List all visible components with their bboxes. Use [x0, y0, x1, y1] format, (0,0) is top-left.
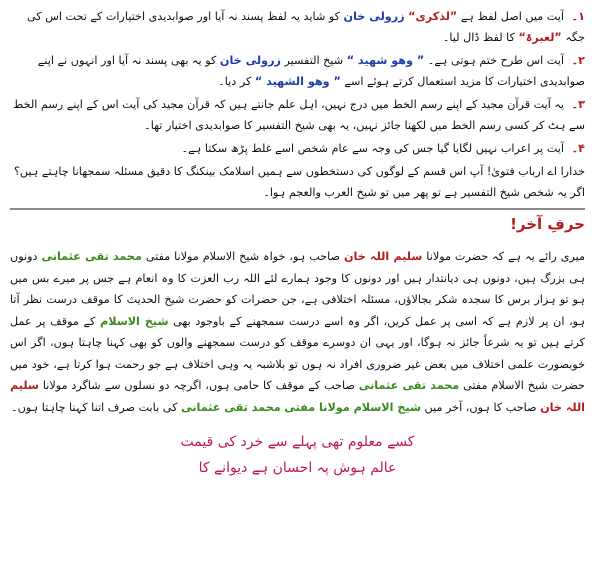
- numbered-points: [10, 6, 585, 159]
- verse-line-2: عالم ہوش پہ احسان ہے دیوانے کا: [198, 460, 397, 477]
- quoted-word: ”لعبرۃ“: [518, 31, 562, 44]
- verse: [10, 429, 585, 481]
- point-number: ۱۔: [571, 10, 585, 23]
- text-run: صاحب کے موقف کا حامی ہوں، اگرچہ دو نسلوں سے شاگرد مولانا: [38, 379, 359, 393]
- point-text: آیت پر اعراب نہیں لگایا گیا جس کی وجہ سے عام شخص اسے غلط پڑھ سکتا ہے۔: [181, 142, 565, 155]
- person-name: سلیم اللہ خان: [10, 379, 585, 414]
- text-run: صاحب کا ہوں، آخر میں: [421, 400, 541, 414]
- point-number: ۳۔: [571, 98, 585, 111]
- point-1: [10, 6, 585, 48]
- person-name: محمد تقی عثمانی: [180, 400, 281, 414]
- person-name: سلیم اللہ خان: [343, 250, 423, 264]
- closing-note: خدارا اے ارباب فتویٰ! آپ اس قسم کے لوگوں کی دستخطوں سے ہمیں اسلامک بینکنگ کا دقیق مسئلہ سمجھانا چاہتے ہیں؟ اگر یہ شخص شیخ التفسیر ہے تو پھر میں تو شیخ العرب والعجم ہوا۔: [13, 165, 585, 199]
- person-name: زرولی خان: [219, 54, 281, 67]
- point-number: ۲۔: [571, 54, 585, 67]
- text-run: آیت اس طرح ختم ہوتی ہے۔: [424, 54, 565, 67]
- text-run: کر دیا۔: [218, 75, 255, 88]
- text-run: صاحب ہو، خواہ شیخ الاسلام مولانا مفتی: [141, 250, 344, 264]
- quoted-phrase: ” وھو شھید “: [346, 54, 425, 67]
- divider: [10, 208, 585, 210]
- title-name: شیخ الاسلام مولانا مفتی: [284, 400, 421, 414]
- point-number: ۴۔: [571, 142, 585, 155]
- text-run: آیت میں اصل لفظ ہے: [457, 10, 565, 23]
- person-name: زرولی خان: [343, 10, 405, 23]
- final-paragraph: [10, 246, 585, 418]
- title-name: شیخ الاسلام: [100, 314, 169, 328]
- text-run: کا لفظ ڈال لیا۔: [442, 31, 519, 44]
- text-run: میری رائے یہ ہے کہ حضرت مولانا: [422, 250, 586, 264]
- verse-line-1: کسے معلوم تھی پہلے سے خرد کی قیمت: [180, 434, 415, 451]
- point-2: [10, 50, 585, 92]
- text-run: کی بابت صرف اتنا کہنا چاہتا ہوں۔: [11, 400, 181, 414]
- point-text: [38, 54, 585, 88]
- text-run: کو شاید یہ لفظ پسند نہ آیا اور صوابدیدی اختیارات کے تحت اس کی جگہ: [27, 10, 585, 44]
- text-run: دونوں ہی بزرگ ہیں، دونوں ہی دیانتدار ہیں اور دونوں کا وجود ہمارے لئے اللہ رب العزت کا وہ انعام ہے جس پر میرے بس میں ہو تو ہزار برس کا سجدہ شکر بجالاؤں، مسئلہ اختلافی ہے، جن حضرات کو حضرت شیخ الحدیث کا موقف درست نظر آتا ہو، ان پر لازم ہے کہ اسی پر عمل کریں، اگر وہ اسے درست سمجھنے کے باوجود بھی: [10, 250, 586, 328]
- point-text: [27, 10, 585, 44]
- quoted-phrase: ” وھو الشھید “: [254, 75, 341, 88]
- text-run: کو یہ بھی پسند نہ آیا اور انہوں نے اپنے صوابدیدی اختیارات کا مزید استعمال کرتے ہوئے اسے: [37, 54, 585, 88]
- point-4: [10, 138, 585, 159]
- section-title: حرفِ آخر!: [510, 215, 585, 233]
- point-3: [10, 94, 585, 136]
- text-run: شیخ التفسیر: [280, 54, 347, 67]
- person-name: محمد تقی عثمانی: [41, 250, 142, 264]
- point-text: یہ آیت قرآن مجید کے اپنے رسم الخط میں درج نہیں، اہل علم جانتے ہیں کہ قرآن مجید کی آیت اس کے اپنے رسم الخط سے ہٹ کر کسی رسم الخط میں لکھنا جائز نہیں، یہ بھی شیخ التفسیر کا صوابدیدی اختیار تھا۔: [13, 98, 585, 132]
- quoted-word: ”لذکری“: [408, 10, 458, 23]
- person-name: محمد تقی عثمانی: [358, 379, 460, 393]
- text-run: کے موقف پر عمل کرتے ہیں تو یہ شرعاً جائز نہ ہوگا، اور یہی ان دوسرے موقف کو درست سمجھنے والوں کو بھی کہنا چاہتا ہوں، اگر اس خوبصورت علمی اختلاف میں بعض غیر ضروری افراد نہ ہوں تو بلاشبہ یہ وہی اختلاف ہے جو رحمت ہوا کرتا ہے، خود میں حضرت شیخ الاسلام مفتی: [10, 314, 585, 393]
